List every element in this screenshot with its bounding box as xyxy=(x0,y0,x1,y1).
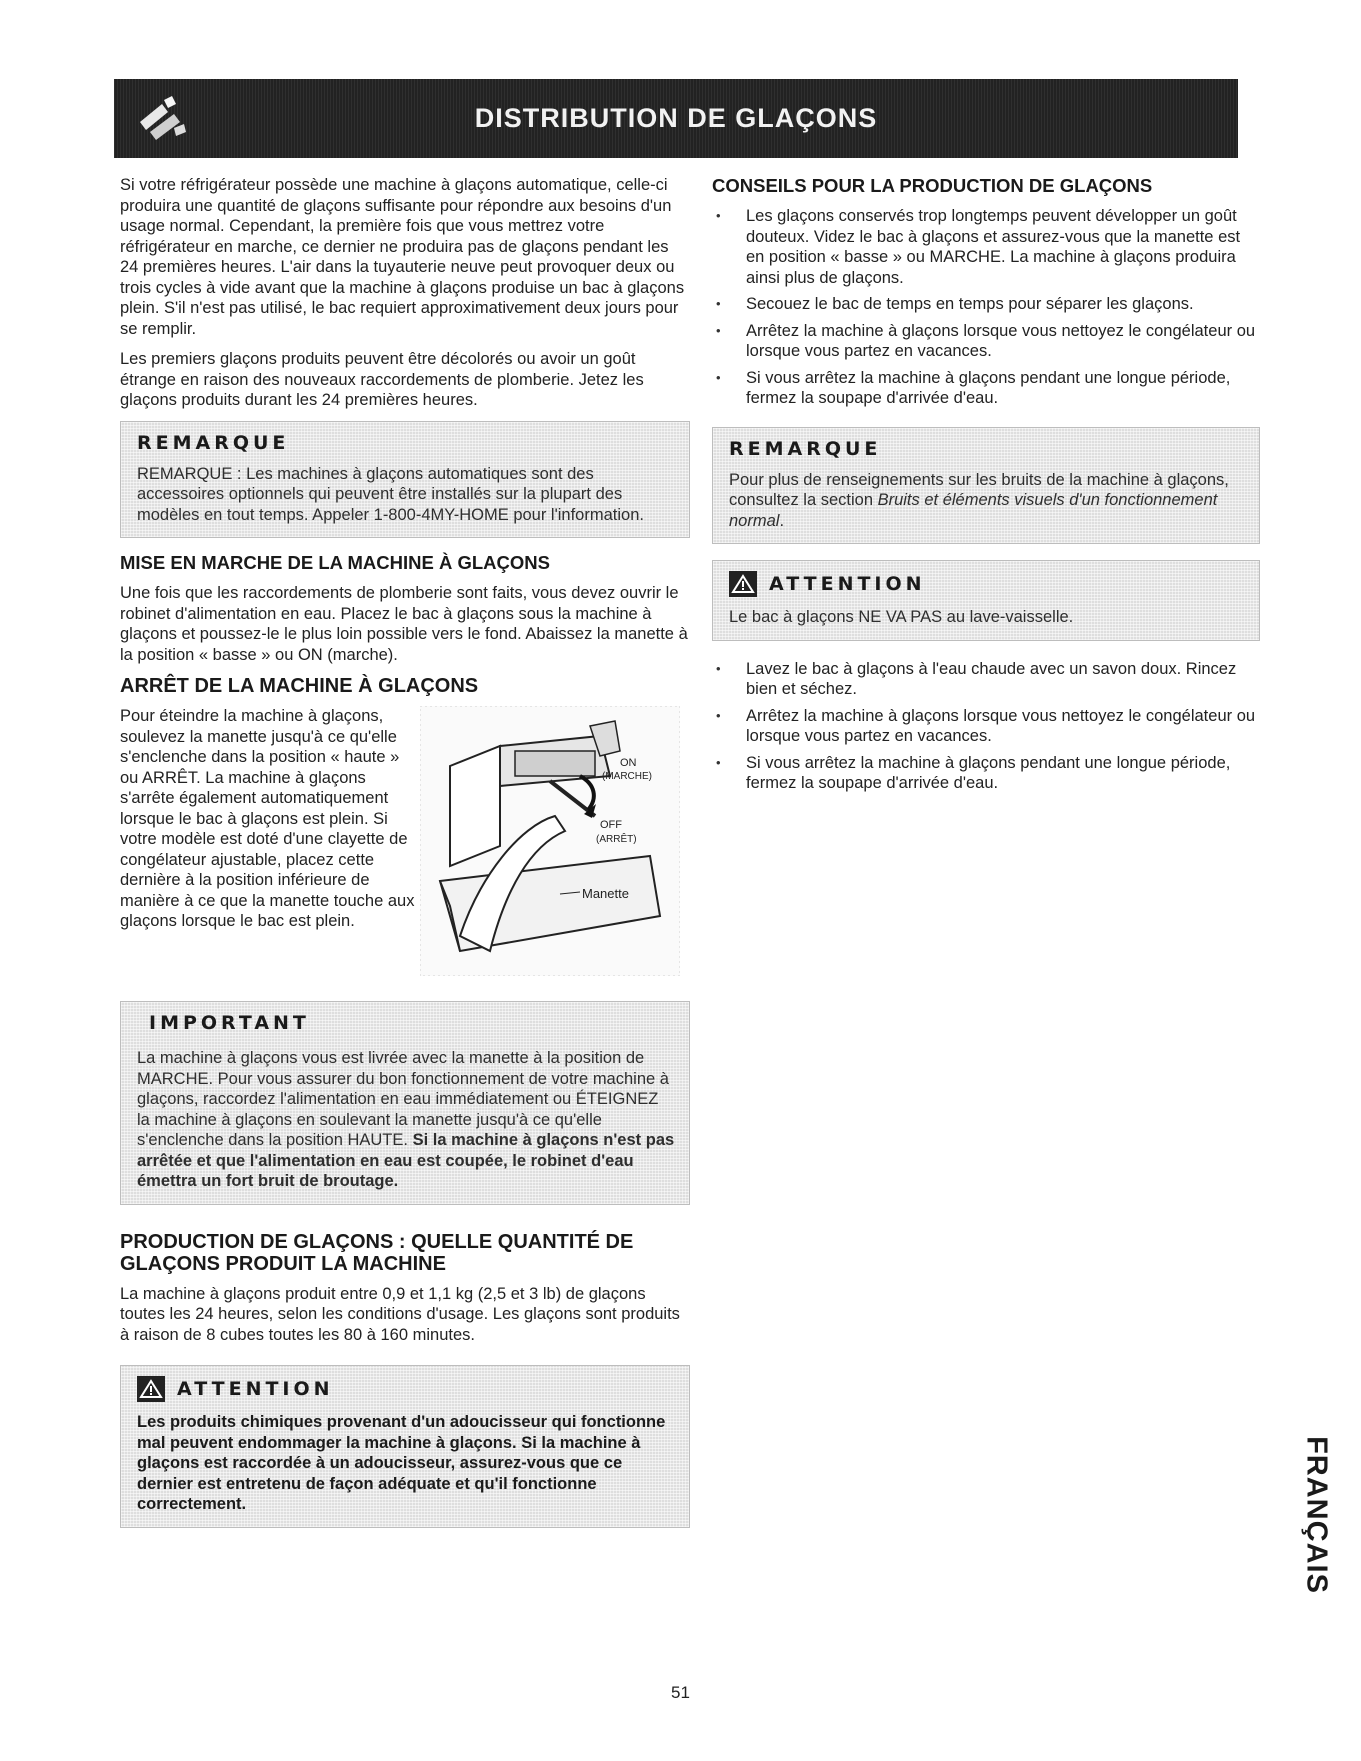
list-item: • Si vous arrêtez la machine à glaçons pendant une longue période, fermez la soupape d'arrivée d'eau. xyxy=(712,368,1260,409)
page-title: DISTRIBUTION DE GLAÇONS xyxy=(474,103,878,133)
important-bold-text: Si la machine à glaçons n'est pas arrêtée et que l'alimentation en eau est coupée, le robinet d'eau émettra un fort bruit de broutage. xyxy=(137,1131,675,1190)
note2-box-title: REMARQUE xyxy=(729,437,882,460)
note2-section-reference: Bruits et éléments visuels d'un fonctionnement normal xyxy=(729,491,1218,530)
important-text: La machine à glaçons vous est livrée avec la manette à la position de MARCHE. Pour vous assurer du bon fonctionnement de votre machine à glaçons, raccordez l'alimentation en eau immédiatement ou ÉTEIGNEZ la machine à glaçons en soulevant la manette jusqu'à ce qu'elle s'enclenche dans la position HAUTE. xyxy=(137,1049,669,1149)
language-label: FRANÇAIS xyxy=(1300,1436,1333,1594)
ice-maker-diagram xyxy=(420,706,680,976)
note-box-title: REMARQUE xyxy=(137,431,290,454)
list-item: • Secouez le bac de temps en temps pour séparer les glaçons. xyxy=(712,294,1260,315)
stop-text: Pour éteindre la machine à glaçons, soulevez la manette jusqu'à ce qu'elle s'enclenche dans la position « haute » ou ARRÊT. La machine à glaçons s'arrête également automatiquement lorsque le bac à glaçons est plein. Si votre modèle est doté d'une clayette de congélateur ajustable, placez cette dernière à la position inférieure de manière à ce que la manette touche aux glaçons lorsque le bac est plein. xyxy=(120,707,415,930)
important-box-text xyxy=(137,1048,675,1192)
attention1-box-title xyxy=(729,571,1245,597)
note-box-noises xyxy=(712,427,1260,545)
intro-paragraph-1: Si votre réfrigérateur possède une machine à glaçons automatique, celle-ci produira une quantité de glaçons suffisante pour répondre aux besoins d'un usage normal. Cependant, la première fois que vous mettrez votre réfrigérateur en marche, ce dernier ne produira pas de glaçons pendant les 24 premières heures. L'air dans la tuyauterie neuve peut provoquer deux ou trois cycles à vide avant que la machine à glaçons produise un bac à glaçons plein. S'il n'est pas utilisé, le bac requiert approximativement deux jours pour se remplir. xyxy=(120,176,685,338)
left-column xyxy=(120,175,690,1528)
production-heading: PRODUCTION DE GLAÇONS : QUELLE QUANTITÉ DE GLAÇONS PRODUIT LA MACHINE xyxy=(120,1230,634,1275)
note2-box-text xyxy=(729,470,1245,532)
note2-text: Pour plus de renseignements sur les bruits de la machine à glaçons, consultez la section xyxy=(729,470,1229,509)
note-box-optional-accessory xyxy=(120,421,690,539)
page-number: 51 xyxy=(671,1683,690,1702)
language-side-tab xyxy=(1296,1410,1336,1620)
attention-box-dishwasher xyxy=(712,560,1260,641)
list-item: • Lavez le bac à glaçons à l'eau chaude avec un savon doux. Rincez bien et séchez. xyxy=(712,659,1260,700)
note2-text-end: . xyxy=(779,511,785,530)
list-item: • Si vous arrêtez la machine à glaçons pendant une longue période, fermez la soupape d'arrivée d'eau. xyxy=(712,753,1260,794)
stop-section xyxy=(120,706,690,991)
lever-label: Manette xyxy=(582,886,629,901)
production-text: La machine à glaçons produit entre 0,9 et 1,1 kg (2,5 et 3 lb) de glaçons toutes les 24 heures, selon les conditions d'usage. Les glaçons sont produits à raison de 8 cubes toutes les 80 à 160 minutes. xyxy=(120,1284,680,1344)
off-sub-label: (ARRÊT) xyxy=(596,834,637,845)
on-sub-label: (MARCHE) xyxy=(602,771,652,782)
stop-heading: ARRÊT DE LA MACHINE À GLAÇONS xyxy=(120,675,479,697)
attention-box-water-softener xyxy=(120,1365,690,1528)
tips-list xyxy=(712,206,1260,409)
warning-icon xyxy=(729,571,757,597)
attention-box-title xyxy=(137,1376,675,1402)
startup-heading: MISE EN MARCHE DE LA MACHINE À GLAÇONS xyxy=(120,552,550,573)
right-column xyxy=(712,175,1260,804)
off-label: OFF xyxy=(600,819,622,831)
warning-icon xyxy=(137,1376,165,1402)
attention1-title-text: ATTENTION xyxy=(769,573,926,595)
section-header-bar xyxy=(114,79,1238,158)
list-item: • Les glaçons conservés trop longtemps peuvent développer un goût douteux. Videz le bac à glaçons et assurez-vous que la manette est en position « basse » ou MARCHE. La machine à glaçons produira ainsi plus de glaçons. xyxy=(712,206,1260,288)
list-item: • Arrêtez la machine à glaçons lorsque vous nettoyez le congélateur ou lorsque vous partez en vacances. xyxy=(712,321,1260,362)
list-item: • Arrêtez la machine à glaçons lorsque vous nettoyez le congélateur ou lorsque vous partez en vacances. xyxy=(712,706,1260,747)
care-list xyxy=(712,659,1260,794)
important-box xyxy=(120,1001,690,1205)
attention-box-text: Les produits chimiques provenant d'un adoucisseur qui fonctionne mal peuvent endommager la machine à glaçons. Si la machine à glaçons est raccordée à un adoucisseur, assurez-vous que ce dernier est entretenu de façon adéquate et qu'il fonctionne correctement. xyxy=(137,1413,666,1513)
note-box-text: REMARQUE : Les machines à glaçons automatiques sont des accessoires optionnels qui peuvent être installés sur la plupart des modèles en tout temps. Appeler 1-800-4MY-HOME pour l'information. xyxy=(137,464,644,524)
intro-paragraph-2: Les premiers glaçons produits peuvent être décolorés ou avoir un goût étrange en raison des nouveaux raccordements de plomberie. Jetez les glaçons produits durant les 24 premières heures. xyxy=(120,350,644,409)
tips-heading: CONSEILS POUR LA PRODUCTION DE GLAÇONS xyxy=(712,175,1153,196)
startup-text: Une fois que les raccordements de plomberie sont faits, vous devez ouvrir le robinet d'alimentation en eau. Placez le bac à glaçons sous la machine à glaçons et poussez-le le plus loin possible vers le fond. Abaissez la manette à la position « basse » ou ON (marche). xyxy=(120,584,688,664)
attention1-box-text: Le bac à glaçons NE VA PAS au lave-vaisselle. xyxy=(729,608,1074,626)
attention-title-text: ATTENTION xyxy=(177,1378,334,1400)
on-label: ON xyxy=(620,757,637,769)
important-box-title: IMPORTANT xyxy=(149,1012,310,1034)
